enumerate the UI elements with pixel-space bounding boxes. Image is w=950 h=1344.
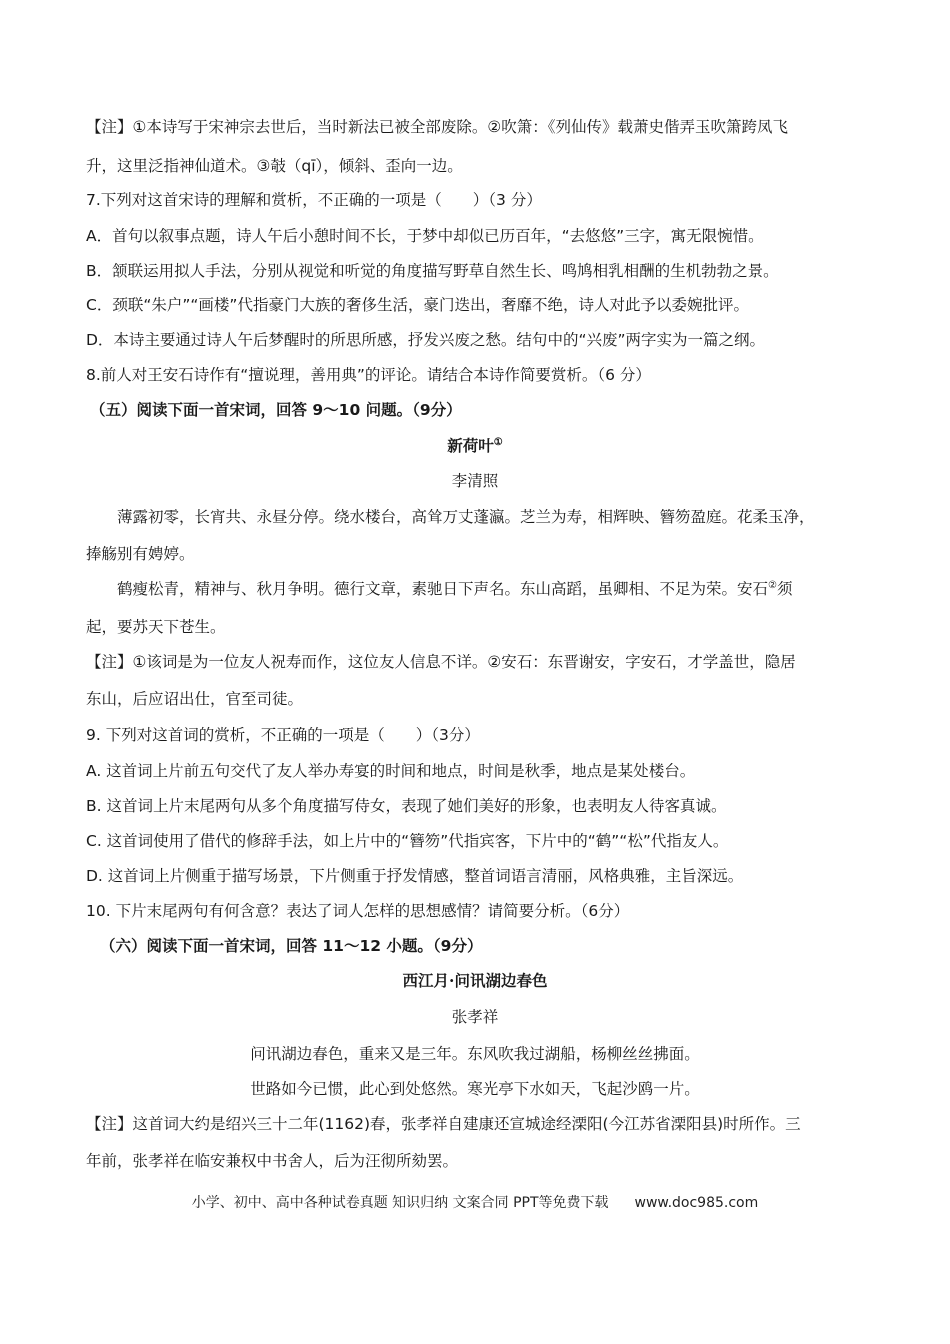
q7-option-b: B．颔联运用拟人手法，分别从视觉和听觉的角度描写野草自然生长、鸣鸠相乳相酬的生机勃勃之景。 bbox=[86, 262, 779, 280]
section5-para2-line1 bbox=[86, 578, 864, 600]
section5-poem-title bbox=[0, 435, 950, 457]
note1-line1: 【注】①本诗写于宋神宗去世后，当时新法已被全部废除。②吹箫：《列仙传》载萧史偕弄玉吹箫跨凤飞 bbox=[86, 118, 789, 136]
para2-text-a: 鹤瘦松青，精神与、秋月争明。德行文章，素驰日下声名。东山高蹈，虽卿相、不足为荣。安石 bbox=[117, 580, 769, 598]
q7-stem: 7.下列对这首宋诗的理解和赏析，不正确的一项是（ ）（3 分） bbox=[86, 191, 542, 209]
q9-option-b: B. 这首词上片末尾两句从多个角度描写侍女，表现了她们美好的形象，也表明友人待客真诚。 bbox=[86, 797, 727, 815]
q7-option-d: D．本诗主要通过诗人午后梦醒时的所思所感，抒发兴废之愁。结句中的“兴废”两字实为一篇之纲。 bbox=[86, 331, 765, 349]
section5-para1-line1: 薄露初零，长宵共、永昼分停。绕水楼台，高耸万丈蓬瀛。芝兰为寿，相辉映、簪笏盈庭。花柔玉净， bbox=[117, 508, 815, 526]
q10-stem: 10. 下片末尾两句有何含意？表达了词人怎样的思想感情？请简要分析。（6分） bbox=[86, 902, 630, 920]
section5-para2-line2: 起，要苏天下苍生。 bbox=[86, 618, 226, 636]
footnote-mark: ① bbox=[493, 436, 503, 448]
note1-line2: 升，这里泛指神仙道术。③攲（qī），倾斜、歪向一边。 bbox=[86, 157, 463, 175]
q9-option-d: D. 这首词上片侧重于描写场景，下片侧重于抒发情感，整首词语言清丽，风格典雅，主旨深远。 bbox=[86, 867, 744, 885]
q9-option-a: A. 这首词上片前五句交代了友人举办寿宴的时间和地点，时间是秋季，地点是某处楼台。 bbox=[86, 762, 696, 780]
section5-heading: （五）阅读下面一首宋词，回答 9～10 问题。（9分） bbox=[90, 401, 462, 419]
section5-note-line2: 东山，后应诏出仕，官至司徒。 bbox=[86, 690, 304, 708]
section5-author: 李清照 bbox=[451, 472, 499, 490]
poem-title-text: 新荷叶 bbox=[447, 436, 494, 455]
section6-poem-line2: 世路如今已惯，此心到处悠然。寒光亭下水如天，飞起沙鸥一片。 bbox=[250, 1080, 700, 1098]
para2-text-b: 须 bbox=[776, 580, 793, 598]
footer-text: 小学、初中、高中各种试卷真题 知识归纳 文案合同 PPT等免费下载 bbox=[191, 1195, 609, 1211]
section6-author: 张孝祥 bbox=[451, 1008, 499, 1026]
footer-url[interactable]: www.doc985.com bbox=[634, 1195, 759, 1211]
q7-option-a: A．首句以叙事点题，诗人午后小憩时间不长，于梦中却似已历百年，“去悠悠”三字，寓无限惋惜。 bbox=[86, 227, 764, 245]
q9-stem: 9. 下列对这首词的赏析，不正确的一项是（ ）（3分） bbox=[86, 726, 480, 744]
section6-note-line1: 【注】这首词大约是绍兴三十二年(1162)春，张孝祥自建康还宣城途经溧阳(今江苏省溧阳县)时所作。三 bbox=[86, 1115, 801, 1133]
q9-option-c: C. 这首词使用了借代的修辞手法，如上片中的“簪笏”代指宾客，下片中的“鹤”“松”代指友人。 bbox=[86, 832, 729, 850]
section5-para1-line2: 捧觞别有娉婷。 bbox=[86, 545, 195, 563]
q8-stem: 8.前人对王安石诗作有“擅说理，善用典”的评论。请结合本诗作简要赏析。（6 分） bbox=[86, 366, 651, 384]
q7-option-c: C．颈联“朱户”“画楼”代指豪门大族的奢侈生活，豪门迭出，奢靡不绝，诗人对此予以委婉批评。 bbox=[86, 296, 749, 314]
section5-note-line1: 【注】①该词是为一位友人祝寿而作，这位友人信息不详。②安石：东晋谢安，字安石，才学盖世，隐居 bbox=[86, 653, 796, 671]
page-footer bbox=[0, 1192, 950, 1212]
section6-poem-title: 西江月·问讯湖边春色 bbox=[402, 971, 548, 990]
section6-note-line2: 年前，张孝祥在临安兼权中书舍人，后为汪彻所劾罢。 bbox=[86, 1152, 459, 1170]
section6-poem-line1: 问讯湖边春色，重来又是三年。东风吹我过湖船，杨柳丝丝拂面。 bbox=[250, 1045, 700, 1063]
footnote-mark: ② bbox=[768, 579, 777, 591]
section6-heading: （六）阅读下面一首宋词，回答 11～12 小题。（9分） bbox=[100, 937, 483, 955]
